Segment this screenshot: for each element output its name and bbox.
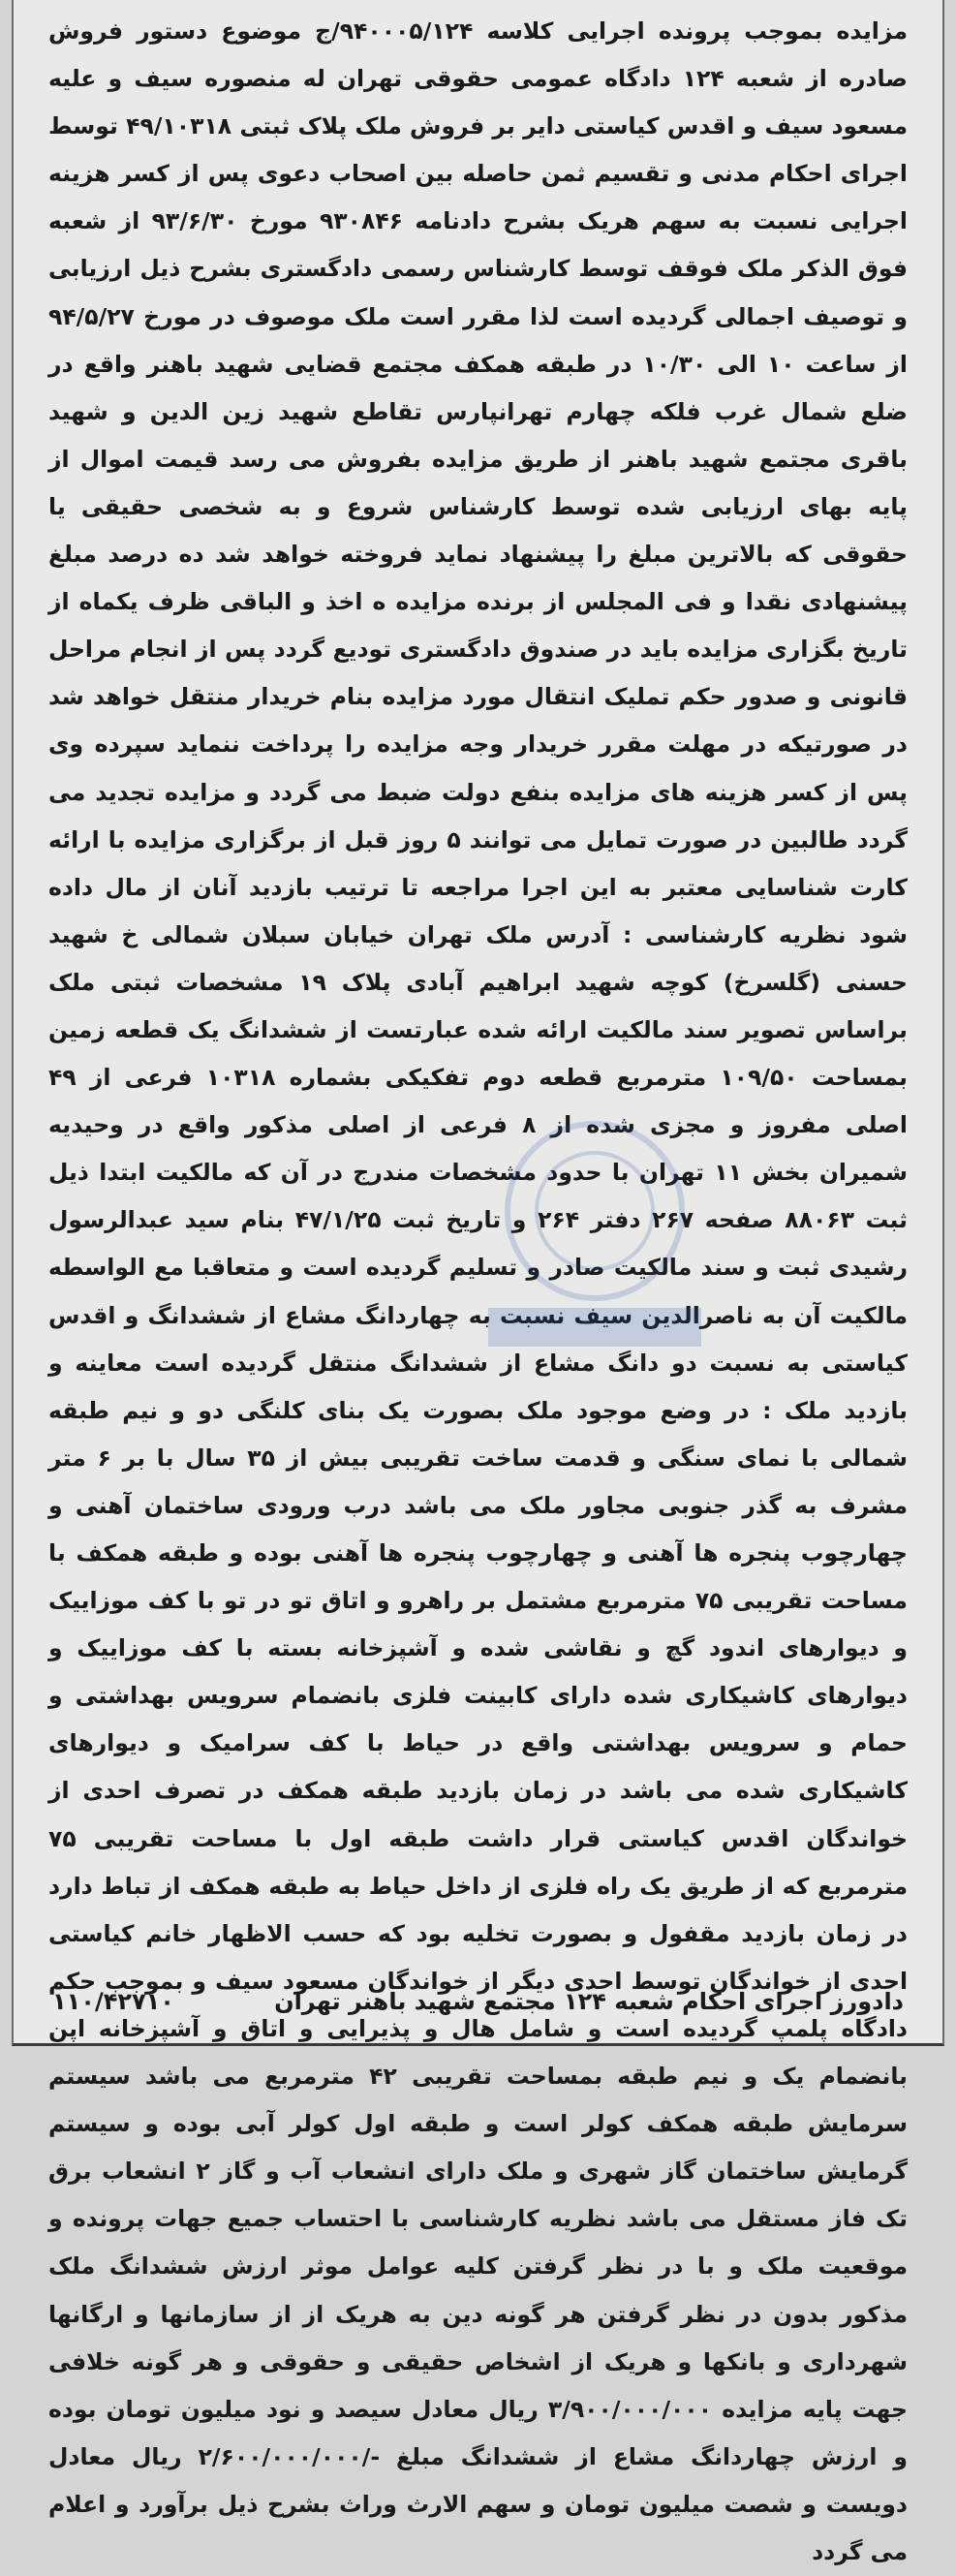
notice-body: مزایده بموجب پرونده اجرایی کلاسه ۹۴۰۰۰۵/۱۲۴/ج موضوع دستور فروش صادره از شعبه ۱۲۴ دادگاه عمومی حقوقی تهران له منصوره سیف و علیه مسعود سیف و اقدس کیاستی دایر بر فروش ملک پلاک ثبتی ۴۹/۱۰۳۱۸ توسط اجرای احکام مدنی و تقسیم ثمن حاصله بین اصحاب دعوی پس از کسر هزینه اجرایی نسبت به سهم هریک بشرح دادنامه ۹۳۰۸۴۶ مورخ ۹۳/۶/۳۰ از شعبه فوق الذکر ملک فوقف توسط کارشناس رسمی دادگستری بشرح ذیل ارزیابی و توصیف اجمالی گردیده است لذا مقرر است ملک موصوف در مورخ ۹۴/۵/۲۷ از ساعت ۱۰ الی ۱۰/۳۰ در طبقه همکف مجتمع قضایی شهید باهنر واقع در ضلع شمال غرب فلکه چهارم تهرانپارس تقاطع شهید زین الدین و شهید باقری مجتمع شهید باهنر از طریق مزایده بفروش می رسد قیمت اموال از پایه بهای ارزیابی شده توسط کارشناس شروع و به شخصی حقیقی یا حقوقی که بالاترین مبلغ را پیشنهاد نماید فروخته خواهد شد ده درصد مبلغ پیشنهادی نقدا و فی المجلس از برنده مزایده ه اخذ و الباقی ظرف یکماه از تاریخ بگزاری مزایده باید در صندوق دادگستری تودیع گردد پس از انجام مراحل قانونی و صدور حکم تملیک انتقال مورد مزایده بنام خریدار منتقل خواهد شد در صورتیکه در مهلت مقرر خریدار وجه مزایده را پرداخت ننماید سپرده وی پس از کسر هزینه های مزایده بنفع دولت ضبط می گردد و مزایده تجدید می گردد طالبین در صورت تمایل می توانند ۵ روز قبل از برگزاری مزایده با ارائه کارت شناسایی معتبر به این اجرا مراجعه تا ترتیب بازدید آنان از مال داده شود نظریه کارشناسی : آدرس ملک تهران خیابان سبلان شمالی خ شهید حسنی (گلسرخ) کوچه شهید ابراهیم آبادی پلاک ۱۹ مشخصات ثبتی ملک براساس تصویر سند مالکیت ارائه شده عبارتست از ششدانگ یک قطعه زمین بمساحت ۱۰۹/۵۰ مترمربع قطعه دوم تفکیکی بشماره ۱۰۳۱۸ فرعی از ۴۹ اصلی مفروز و مجزی شده از ۸ فرعی از اصلی مذکور واقع در وحیدیه شمیران بخش ۱۱ تهران با حدود مشخصات مندرج در آن که مالکیت ابتدا ذیل ثبت ۸۸۰۶۳ صفحه ۲۶۷ دفتر ۲۶۴ و تاریخ ثبت ۴۷/۱/۲۵ بنام سید عبدالرسول رشیدی ثبت و سند مالکیت صادر و تسلیم گردیده است و متعاقبا مع الواسطه مالکیت آن به ناصرالدین سیف نسبت به چهاردانگ مشاع از ششدانگ و اقدس کیاستی به نسبت دو دانگ مشاع از ششدانگ منتقل گردیده است معاینه و بازدید ملک : در وضع موجود ملک بصورت یک بنای کلنگی دو و نیم طبقه شمالی با نمای سنگی و قدمت ساخت تقریبی بیش از ۳۵ سال با بر ۶ متر مشرف به گذر جنوبی مجاور ملک می باشد درب ورودی ساختمان آهنی و چهارچوب پنجره ها آهنی و چهارچوب پنجره ها آهنی بوده و طبقه همکف با مساحت تقریبی ۷۵ مترمربع مشتمل بر راهرو و اتاق تو در تو با کف موزاییک و دیوارهای اندود گچ و نقاشی شده و آشپزخانه بسته با کف موزاییک و دیوارهای کاشیکاری شده دارای کابینت فلزی بانضمام سرویس بهداشتی و حمام و سرویس بهداشتی واقع در حیاط با کف سرامیک و دیوارهای کاشیکاری شده می باشد در زمان بازدید طبقه همکف در تصرف احدی از خواندگان اقدس کیاستی قرار داشت طبقه اول با مساحت تقریبی ۷۵ مترمربع که از طریق یک راه فلزی از داخل حیاط به طبقه همکف از تباط دارد در زمان بازدید مقفول و بصورت تخلیه بود که حسب الاظهار خانم کیاستی احدی از خواندگان توسط احدی دیگر از خواندگان مسعود سیف و بموجب حکم دادگاه پلمپ گردیده است و شامل هال و پذیرایی و اتاق و آشپزخانه اپن بانضمام یک و نیم طبقه بمساحت تقریبی ۴۲ مترمربع می باشد سیستم سرمایش طبقه همکف کولر است و طبقه اول کولر آبی بوده و سیستم گرمایش ساختمان گاز شهری و ملک دارای انشعاب آب و گاز ۲ انشعاب برق تک فاز مستقل می باشد نظریه کارشناسی با احتساب جمیع جهات پرونده و موقعیت ملک و با در نظر گرفتن کلیه عوامل موثر ارزش ششدانگ ملک مذکور بدون در نظر گرفتن هر گونه دین به هریک از از سازمانها و ارگانها شهرداری و بانکها و هریک از اشخاص حقیقی و حقوقی و هر گونه خلافی جهت پایه مزایده ۳/۹۰۰/۰۰۰/۰۰۰ ریال معادل سیصد و نود میلیون تومان بوده و ارزش چهاردانگ مشاع از ششدانگ مبلغ -/۲/۶۰۰/۰۰۰/۰۰۰ ریال معادل دویست و شصت میلیون تومان و سهم الارث وراث بشرح ذیل برآورد و اعلام می گردد <box>48 17 909 2565</box>
newspaper-clipping <box>12 0 944 2565</box>
auction-notice <box>48 8 908 2576</box>
signature-row <box>52 1988 904 2015</box>
issuer-signature: دادورز اجرای احکام شعبه ۱۲۴ مجتمع شهید باهنر تهران <box>274 1988 904 2015</box>
reference-number: ۱۱۰/۴۲۷۱۰ <box>52 1988 174 2015</box>
